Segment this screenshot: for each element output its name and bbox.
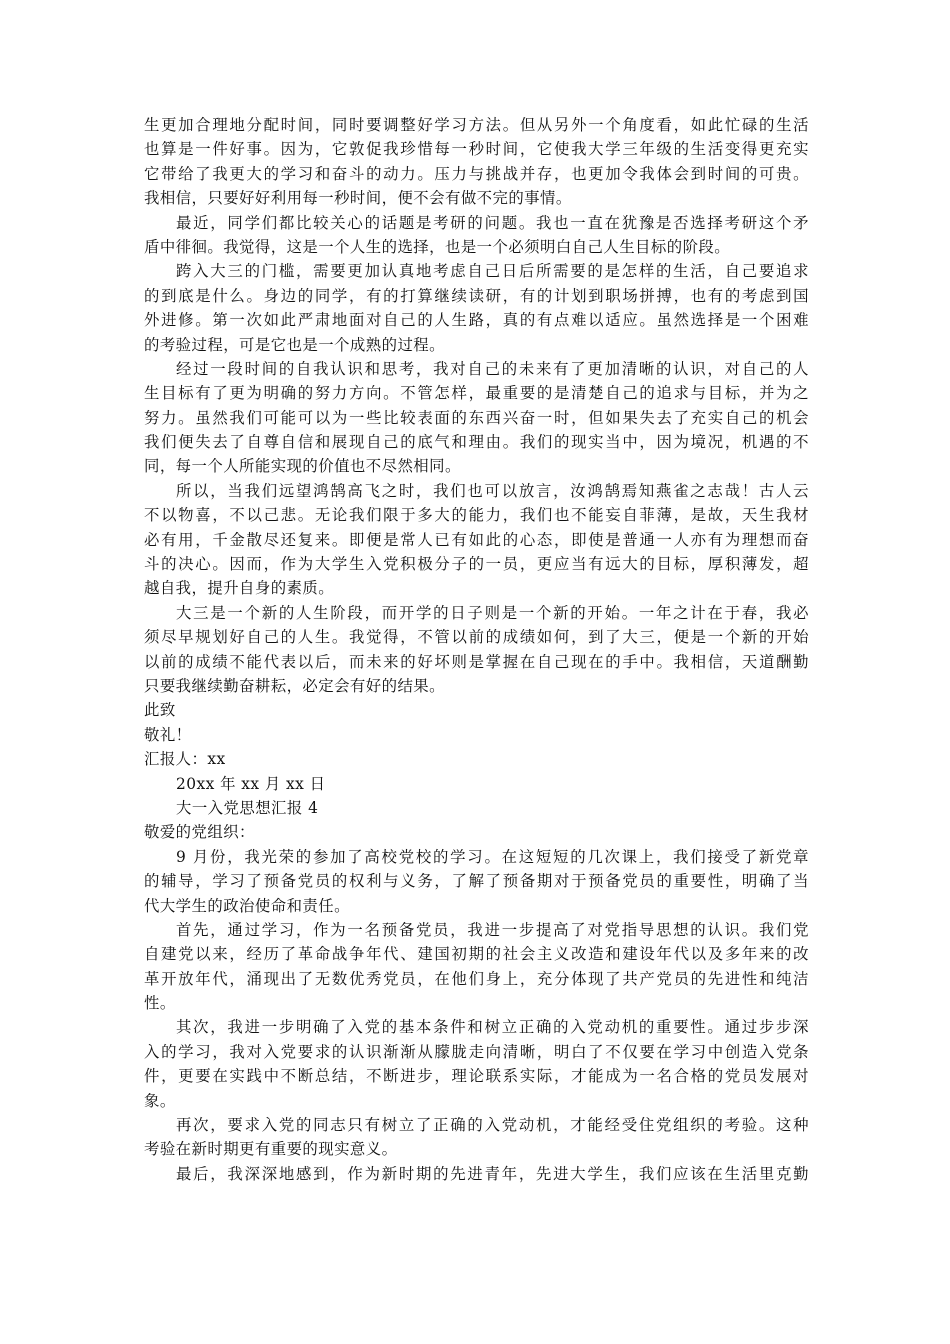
text-line: 越自我，提升自身的素质。 <box>144 579 335 598</box>
text-line: 也算是一件好事。因为，它敦促我珍惜每一秒时间，它使我大学三年级的生活变得更充实 <box>144 140 809 159</box>
text-line: 同，每一个人所能实现的价值也不尽然相同。 <box>144 457 461 476</box>
text-line: 我们便失去了自尊自信和展现自己的底气和理由。我们的现实当中，因为境况，机遇的不 <box>144 433 809 452</box>
text-line: 的考验过程，可是它也是一个成熟的过程。 <box>144 335 445 354</box>
text-line: 努力。虽然我们可能可以为一些比较表面的东西兴奋一时，但如果失去了充实自己的机会 <box>144 408 809 427</box>
text-line: 敬礼！ <box>144 725 192 744</box>
text-line: 件，更要在实践中不断总结，不断进步，理论联系实际，才能成为一名合格的党员发展对 <box>144 1067 809 1086</box>
text-line: 盾中徘徊。我觉得，这是一个人生的选择，也是一个必须明白自己人生目标的阶段。 <box>144 237 731 256</box>
text-line: 最近，同学们都比较关心的话题是考研的问题。我也一直在犹豫是否选择考研这个矛 <box>176 213 809 232</box>
text-line: 不以物喜，不以己悲。无论我们限于多大的能力，我们也不能妄自菲薄，是故，天生我材 <box>144 506 809 525</box>
text-line: 性。 <box>144 994 176 1013</box>
text-line: 象。 <box>144 1091 176 1110</box>
text-line: 汇报人：xx <box>144 750 226 769</box>
text-line: 只要我继续勤奋耕耘，必定会有好的结果。 <box>144 676 445 695</box>
text-line: 再次，要求入党的同志只有树立了正确的入党动机，才能经受住党组织的考验。这种 <box>176 1116 809 1135</box>
text-line: 跨入大三的门槛，需要更加认真地考虑自己日后所需要的是怎样的生活，自己要追求 <box>176 262 809 281</box>
text-line: 须尽早规划好自己的人生。我觉得，不管以前的成绩如何，到了大三，便是一个新的开始 <box>144 628 809 647</box>
text-line: 外进修。第一次如此严肃地面对自己的人生路，真的有点难以适应。虽然选择是一个困难 <box>144 311 809 330</box>
text-line: 9 月份，我光荣的参加了高校党校的学习。在这短短的几次课上，我们接受了新党章 <box>176 847 809 866</box>
text-line: 大三是一个新的人生阶段，而开学的日子则是一个新的开始。一年之计在于春，我必 <box>176 603 809 622</box>
text-line: 生更加合理地分配时间，同时要调整好学习方法。但从另外一个角度看，如此忙碌的生活 <box>144 116 809 134</box>
text-line: 自建党以来，经历了革命战争年代、建国初期的社会主义改造和建设年代以及多年来的改 <box>144 945 809 964</box>
text-line: 必有用，千金散尽还复来。即便是常人已有如此的心态，即使是普通一人亦有为理想而奋 <box>144 530 809 549</box>
text-line: 它带给了我更大的学习和奋斗的动力。压力与挑战并存，也更加令我体会到时间的可贵。 <box>144 164 809 183</box>
text-line: 经过一段时间的自我认识和思考，我对自己的未来有了更加清晰的认识，对自己的人 <box>176 359 809 378</box>
text-line: 所以，当我们远望鸿鹄高飞之时，我们也可以放言，汝鸿鹄焉知燕雀之志哉！古人云 <box>176 481 809 500</box>
text-line: 入的学习，我对入党要求的认识渐渐从朦胧走向清晰，明白了不仅要在学习中创造入党条 <box>144 1042 809 1061</box>
text-line: 敬爱的党组织： <box>144 823 255 842</box>
document-body <box>144 113 809 1186</box>
text-line: 大一入党思想汇报 4 <box>176 798 319 817</box>
text-line: 此致 <box>144 701 176 720</box>
text-line: 的辅导，学习了预备党员的权利与义务，了解了预备期对于预备党员的重要性，明确了当 <box>144 872 809 891</box>
text-line: 代大学生的政治使命和责任。 <box>144 896 350 915</box>
text-line: 斗的决心。因而，作为大学生入党积极分子的一员，更应当有远大的目标，厚积薄发，超 <box>144 555 809 574</box>
text-line: 首先，通过学习，作为一名预备党员，我进一步提高了对党指导思想的认识。我们党 <box>176 920 809 939</box>
text-line: 我相信，只要好好利用每一秒时间，便不会有做不完的事情。 <box>144 189 572 208</box>
text-line: 的到底是什么。身边的同学，有的打算继续读研，有的计划到职场拼搏，也有的考虑到国 <box>144 286 809 305</box>
text-line: 革开放年代，涌现出了无数优秀党员，在他们身上，充分体现了共产党员的先进性和纯洁 <box>144 969 809 988</box>
text-line: 20xx 年 xx 月 xx 日 <box>176 774 326 793</box>
text-line: 以前的成绩不能代表以后，而未来的好坏则是掌握在自己现在的手中。我相信，天道酬勤 <box>144 652 809 671</box>
text-line: 考验在新时期更有重要的现实意义。 <box>144 1140 398 1159</box>
text-line: 其次，我进一步明确了入党的基本条件和树立正确的入党动机的重要性。通过步步深 <box>176 1018 809 1037</box>
text-line: 最后，我深深地感到，作为新时期的先进青年，先进大学生，我们应该在生活里克勤 <box>176 1164 809 1183</box>
text-line: 生目标有了更为明确的努力方向。不管怎样，最重要的是清楚自己的追求与目标，并为之 <box>144 384 809 403</box>
